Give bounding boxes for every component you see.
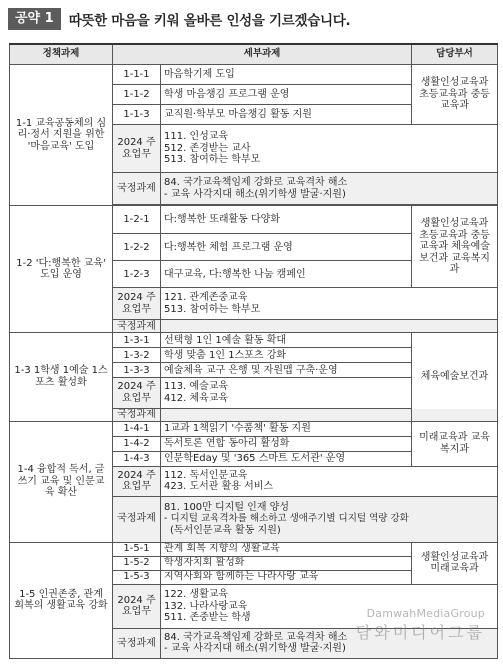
item-code: 1-2-3: [113, 261, 161, 288]
header-detail: 세부과제: [113, 44, 412, 65]
biz-list: [161, 466, 498, 496]
item-code: 1-1-2: [113, 85, 161, 105]
watermark-line-1: DamwahMediaGroup: [366, 607, 485, 620]
policy-table: [9, 43, 498, 659]
biz-item: 412. 체육교육: [164, 392, 229, 404]
nat-list: [161, 173, 498, 205]
nat-label: 국정과제: [113, 496, 161, 542]
nat-item: - 디지털 교육격차를 해소하고 생애주기별 디지털 역량 강화: [164, 512, 409, 524]
table-row: [10, 542, 498, 556]
nat-item: 81. 100만 디지털 인재 양성: [164, 502, 289, 514]
biz-item: 132. 나라사랑교육: [164, 600, 248, 612]
item-name: 교직원·학부모 마음챙김 활동 지원: [161, 105, 412, 125]
table-header-row: [10, 44, 498, 65]
policy-task-4: 1-4 융합적 독서, 글쓰기 교육 및 인문교육 확산: [10, 421, 113, 542]
item-code: 1-5-3: [113, 570, 161, 584]
dept-cell: 생활인성교육과 미래교육과: [412, 542, 498, 584]
biz-item: 511. 존중받는 학생: [164, 612, 251, 623]
policy-task-1: 1-1 교육공동체의 심리·정서 지원을 위한 '마음교육' 도입: [10, 65, 113, 206]
header-policy: 정책과제: [10, 44, 113, 65]
biz-item: 121. 관계존중교육: [164, 292, 248, 304]
table-row: [10, 65, 498, 85]
item-name: 1교과 1책읽기 '수품책' 활동 지원: [161, 421, 412, 436]
item-code: 1-2-1: [113, 206, 161, 234]
nat-item: 84. 국가교육책임제 강화로 교육격차 해소: [164, 631, 348, 643]
item-code: 1-3-3: [113, 363, 161, 378]
table-row: [10, 333, 498, 348]
item-name: 학생 맞춤 1인 1스포츠 강화: [161, 348, 412, 363]
nat-empty: [161, 320, 498, 333]
biz-label: 2024 주요업무: [113, 288, 161, 320]
biz-label: 2024 주요업무: [113, 378, 161, 408]
item-code: 1-3-2: [113, 348, 161, 363]
biz-item: 423. 도서관 활용 서비스: [164, 481, 274, 493]
item-name: 선택형 1인 1예술 활동 확대: [161, 333, 412, 348]
biz-item: 512. 존경받는 교사: [164, 142, 251, 154]
watermark-line-2: 담와미디어그룹: [355, 623, 485, 642]
item-name: 학생자치회 활성화: [161, 556, 412, 570]
item-name: 예술체육 교구 은행 및 자원맵 구축·운영: [161, 363, 412, 378]
item-name: 다:행복한 체험 프로그램 운영: [161, 234, 412, 261]
pledge-header: [8, 6, 498, 32]
nat-list: [161, 628, 498, 658]
biz-label: 2024 주요업무: [113, 466, 161, 496]
nat-label: 국정과제: [113, 173, 161, 205]
header-dept: 담당부서: [412, 44, 498, 65]
item-name: 인문학Eday 및 '365 스마트 도서관' 운영: [161, 451, 412, 466]
item-name: 마음학기제 도입: [161, 65, 412, 85]
table-row: [10, 206, 498, 234]
item-name: 지역사회와 함께하는 나라사랑 교육: [161, 570, 412, 584]
dept-cell: 생활인성교육과 초등교육과 중등교육과 체육예술보건과 교육복지과: [412, 206, 498, 288]
item-code: 1-5-2: [113, 556, 161, 570]
dept-cell: 체육예술보건과: [412, 333, 498, 421]
biz-list: [161, 125, 498, 173]
item-name: 학생 마음챙김 프로그램 운영: [161, 85, 412, 105]
item-code: 1-1-1: [113, 65, 161, 85]
pledge-tag: 공약 1: [8, 8, 61, 30]
item-code: 1-2-2: [113, 234, 161, 261]
item-code: 1-4-3: [113, 451, 161, 466]
policy-task-2: 1-2 '다:행복한 교육' 도입 운영: [10, 206, 113, 333]
item-code: 1-1-3: [113, 105, 161, 125]
nat-label: 국정과제: [113, 628, 161, 658]
dept-cell: 미래교육과 교육복지과: [412, 421, 498, 466]
nat-item: (독서인문교육 활동 지원): [170, 524, 281, 536]
table-row: [10, 421, 498, 436]
item-code: 1-4-1: [113, 421, 161, 436]
item-code: 1-4-2: [113, 436, 161, 451]
policy-task-5: 1-5 인권존중, 관계 회복의 생활교육 강화: [10, 542, 113, 658]
biz-list: [161, 584, 498, 628]
biz-item: 513. 참여하는 학부모: [164, 154, 261, 166]
biz-item: 122. 생활교육: [164, 589, 229, 600]
nat-list: [161, 496, 498, 542]
nat-empty: [161, 408, 498, 421]
biz-item: 112. 독서인문교육: [164, 469, 248, 481]
item-name: 다:행복한 또래활동 다양화: [161, 206, 412, 234]
biz-item: 111. 인성교육: [164, 131, 229, 143]
pledge-title: 따뜻한 마음을 키워 올바른 인성을 기르겠습니다.: [68, 13, 351, 29]
item-code: 1-3-1: [113, 333, 161, 348]
item-name: 대구교육, 다:행복한 나눔 캠페인: [161, 261, 412, 288]
biz-label: 2024 주요업무: [113, 125, 161, 173]
item-name: 독서토론 연합 동아리 활성화: [161, 436, 412, 451]
nat-label: 국정과제: [113, 320, 161, 333]
nat-item: 84. 국가교육책임제 강화로 교육격차 해소: [164, 177, 348, 189]
biz-list: [161, 288, 498, 320]
item-code: 1-5-1: [113, 542, 161, 556]
item-name: 관계 회복 지향의 생활교육: [161, 542, 412, 556]
nat-item: - 교육 사각지대 해소(위기학생 발굴·지원): [164, 188, 346, 200]
biz-item: 113. 예술교육: [164, 381, 229, 393]
nat-item: - 교육 사각지대 해소(위기학생 발굴·지원): [164, 643, 346, 655]
policy-task-3: 1-3 1학생 1예술 1스포츠 활성화: [10, 333, 113, 421]
dept-cell: 생활인성교육과 초등교육과 중등교육과: [412, 65, 498, 125]
biz-item: 513. 참여하는 학부모: [164, 303, 261, 315]
biz-label: 2024 주요업무: [113, 584, 161, 628]
nat-label: 국정과제: [113, 408, 161, 421]
